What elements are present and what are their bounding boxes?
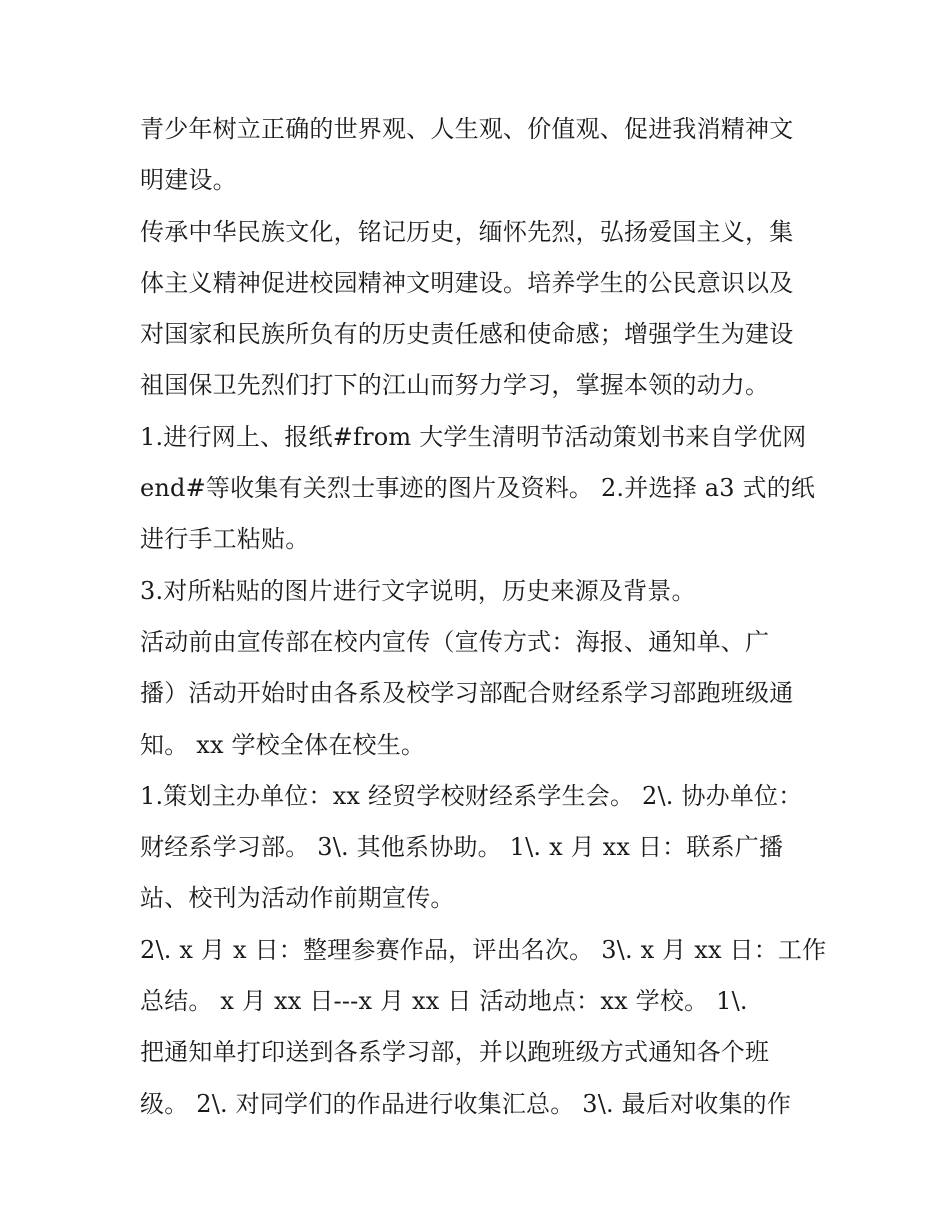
text-line: 把通知单打印送到各系学习部，并以跑班级方式通知各个班 (140, 1038, 770, 1067)
text-line: 知。 xx 学校全体在校生。 (140, 730, 426, 759)
text-line: 1.策划主办单位：xx 经贸学校财经系学生会。 2\. 协办单位： (140, 781, 803, 810)
text-line: 总结。 x 月 xx 日---x 月 xx 日 活动地点：xx 学校。 1\. (140, 987, 748, 1016)
text-line: 站、校刊为活动作前期宣传。 (140, 884, 455, 913)
text-line: 祖国保卫先烈们打下的江山而努力学习，掌握本领的动力。 (140, 371, 770, 400)
text-line: 2\. x 月 x 日：整理参赛作品，评出名次。 3\. x 月 xx 日：工作 (140, 935, 827, 964)
text-line: 1.进行网上、报纸#from 大学生清明节活动策划书来自学优网 (140, 422, 807, 451)
text-line: 3.对所粘贴的图片进行文字说明，历史来源及背景。 (140, 576, 696, 605)
text-line: 明建设。 (140, 166, 237, 195)
text-line: 进行手工粘贴。 (140, 525, 310, 554)
text-line: 对国家和民族所负有的历史责任感和使命感；增强学生为建设 (140, 320, 794, 349)
text-line: 体主义精神促进校园精神文明建设。培养学生的公民意识以及 (140, 268, 794, 297)
text-line: 传承中华民族文化，铭记历史，缅怀先烈，弘扬爱国主义，集 (140, 217, 794, 246)
text-line: end#等收集有关烈士事迹的图片及资料。 2.并选择 a3 式的纸 (140, 474, 816, 503)
text-line: 青少年树立正确的世界观、人生观、价值观、促进我消精神文 (140, 115, 794, 143)
text-line: 播）活动开始时由各系及校学习部配合财经系学习部跑班级通 (140, 679, 794, 708)
body-text (140, 104, 827, 1130)
text-line: 财经系学习部。 3\. 其他系协助。 1\. x 月 xx 日：联系广播 (140, 833, 784, 862)
text-line: 级。 2\. 对同学们的作品进行收集汇总。 3\. 最后对收集的作 (140, 1089, 792, 1118)
text-line: 活动前由宣传部在校内宣传（宣传方式：海报、通知单、广 (140, 627, 770, 656)
